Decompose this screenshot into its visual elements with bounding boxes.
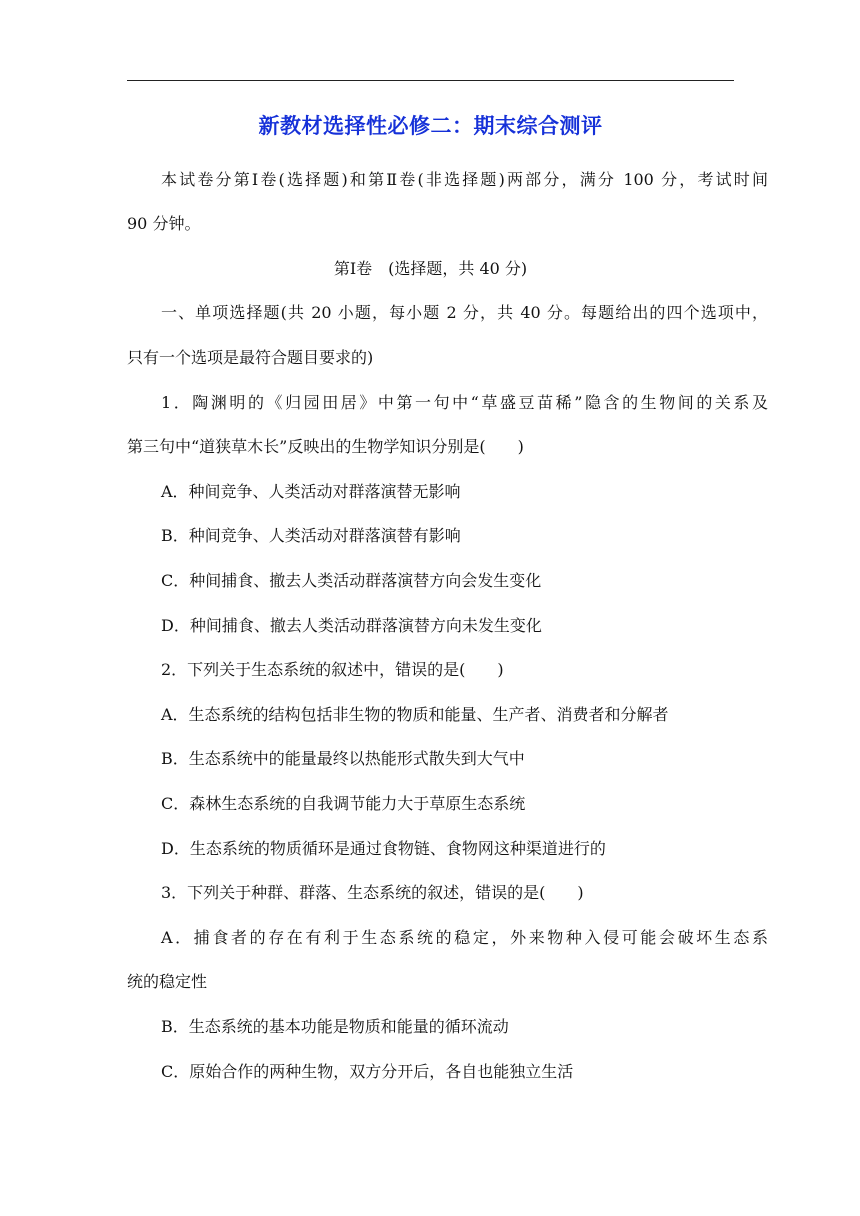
question-3-option-b: B．生态系统的基本功能是物质和能量的循环流动 [161, 1017, 509, 1036]
intro-line-1: 本试卷分第Ⅰ卷(选择题)和第Ⅱ卷(非选择题)两部分，满分 100 分，考试时间 [161, 170, 768, 189]
question-1-stem-line-2: 第三句中“道狭草木长”反映出的生物学知识分别是( ) [127, 437, 524, 456]
part-instruction-line-2: 只有一个选项是最符合题目要求的) [127, 348, 374, 367]
part-instruction-line-1: 一、单项选择题(共 20 小题，每小题 2 分，共 40 分。每题给出的四个选项中， [161, 303, 768, 322]
question-3-option-a-line-2: 统的稳定性 [127, 972, 208, 991]
section-header: 第Ⅰ卷 (选择题，共 40 分) [333, 259, 528, 278]
document-page [127, 0, 768, 1216]
intro-line-2: 90 分钟。 [127, 214, 201, 233]
question-2-option-b: B．生态系统中的能量最终以热能形式散失到大气中 [161, 749, 525, 768]
header-rule [127, 80, 734, 81]
question-2-option-d: D．生态系统的物质循环是通过食物链、食物网这种渠道进行的 [161, 839, 606, 858]
question-1-stem-line-1: 1．陶渊明的《归园田居》中第一句中“草盛豆苗稀”隐含的生物间的关系及 [161, 393, 768, 412]
question-2-stem: 2．下列关于生态系统的叙述中，错误的是( ) [161, 660, 504, 679]
question-1-option-d: D．种间捕食、撤去人类活动群落演替方向未发生变化 [161, 616, 542, 635]
question-1-option-c: C．种间捕食、撤去人类活动群落演替方向会发生变化 [161, 571, 542, 590]
question-1-option-a: A．种间竞争、人类活动对群落演替无影响 [161, 482, 461, 501]
question-3-option-a-line-1: A．捕食者的存在有利于生态系统的稳定，外来物种入侵可能会破坏生态系 [161, 928, 768, 947]
page-title: 新教材选择性必修二：期末综合测评 [258, 114, 603, 138]
question-2-option-c: C．森林生态系统的自我调节能力大于草原生态系统 [161, 794, 526, 813]
question-3-stem: 3．下列关于种群、群落、生态系统的叙述，错误的是( ) [161, 883, 584, 902]
question-2-option-a: A．生态系统的结构包括非生物的物质和能量、生产者、消费者和分解者 [161, 705, 669, 724]
question-3-option-c: C．原始合作的两种生物，双方分开后，各自也能独立生活 [161, 1062, 574, 1081]
question-1-option-b: B．种间竞争、人类活动对群落演替有影响 [161, 526, 461, 545]
